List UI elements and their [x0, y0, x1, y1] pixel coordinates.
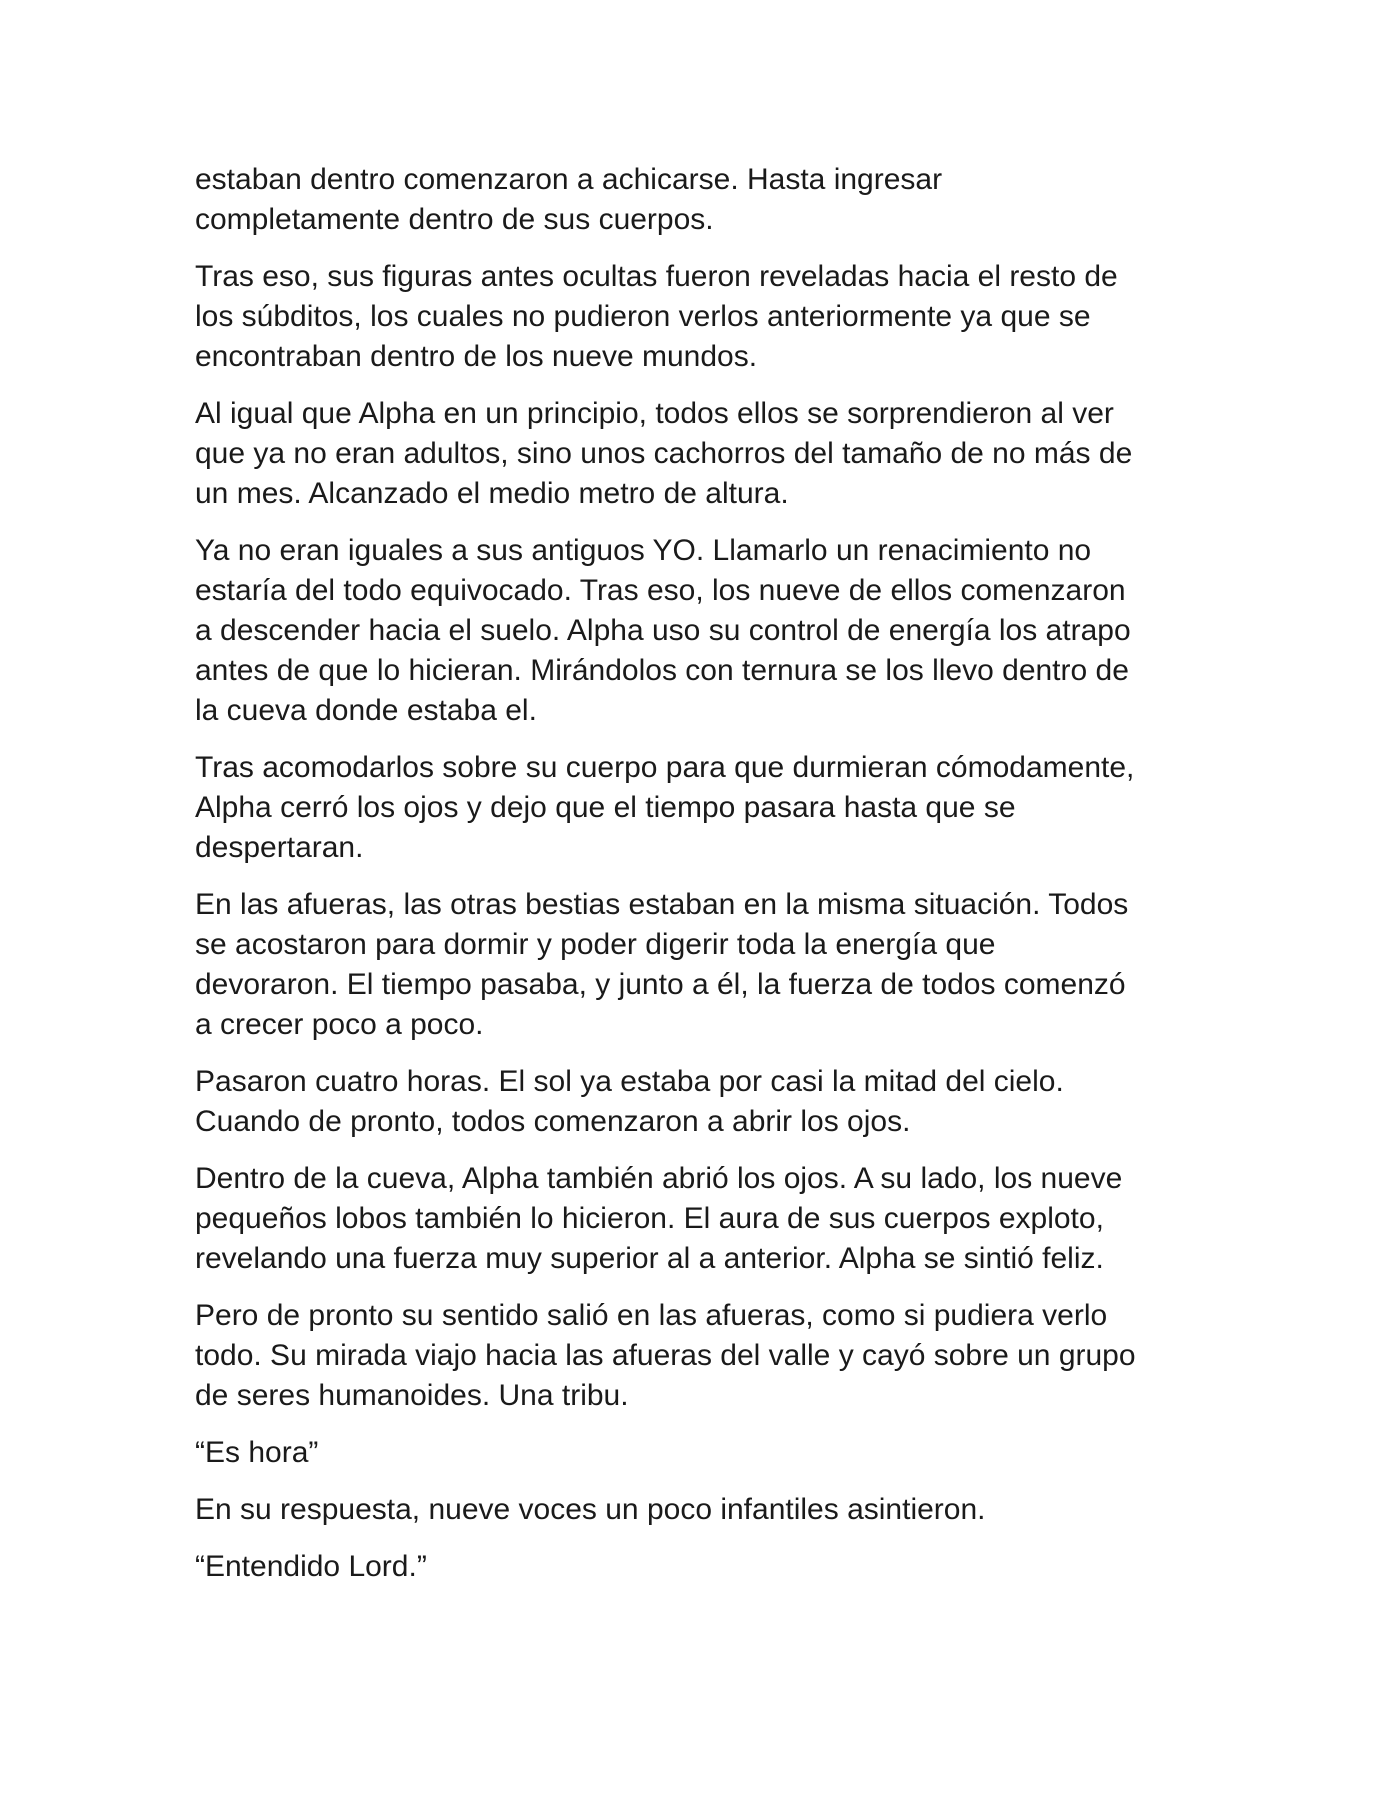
paragraph: En las afueras, las otras bestias estaban en la misma situación. Todos se acostaron para dormir y poder digerir toda la energía que devoraron. El tiempo pasaba, y junto a él, la fuerza de todos comenzó a crecer poco a poco.: [195, 888, 1129, 1041]
body-text: [195, 160, 1245, 1604]
paragraph: Al igual que Alpha en un principio, todos ellos se sorprendieron al ver que ya no eran adultos, sino unos cachorros del tamaño de no más de un mes. Alcanzado el medio metro de altura.: [195, 397, 1133, 510]
paragraph: Dentro de la cueva, Alpha también abrió los ojos. A su lado, los nueve pequeños lobos también lo hicieron. El aura de sus cuerpos exploto, revelando una fuerza muy superior al a anterior. Alpha se sintió feliz.: [195, 1162, 1123, 1275]
paragraph: estaban dentro comenzaron a achicarse. Hasta ingresar completamente dentro de sus cuerpos.: [195, 163, 943, 236]
dialogue-line: “Entendido Lord.”: [195, 1550, 427, 1583]
paragraph: Pasaron cuatro horas. El sol ya estaba por casi la mitad del cielo. Cuando de pronto, todos comenzaron a abrir los ojos.: [195, 1065, 1064, 1138]
paragraph: En su respuesta, nueve voces un poco infantiles asintieron.: [195, 1493, 986, 1526]
paragraph: Tras acomodarlos sobre su cuerpo para que durmieran cómodamente, Alpha cerró los ojos y dejo que el tiempo pasara hasta que se despertaran.: [195, 751, 1135, 864]
paragraph: Tras eso, sus figuras antes ocultas fueron reveladas hacia el resto de los súbditos, los cuales no pudieron verlos anteriormente ya que se encontraban dentro de los nueve mundos.: [195, 260, 1118, 373]
paragraph: Pero de pronto su sentido salió en las afueras, como si pudiera verlo todo. Su mirada viajo hacia las afueras del valle y cayó sobre un grupo de seres humanoides. Una tribu.: [195, 1299, 1136, 1412]
dialogue-line: “Es hora”: [195, 1436, 319, 1469]
paragraph: Ya no eran iguales a sus antiguos YO. Llamarlo un renacimiento no estaría del todo equivocado. Tras eso, los nueve de ellos comenzaron a descender hacia el suelo. Alpha uso su control de energía los atrapo antes de que lo hicieran. Mirándolos con ternura se los llevo dentro de la cueva donde estaba el.: [195, 534, 1131, 727]
